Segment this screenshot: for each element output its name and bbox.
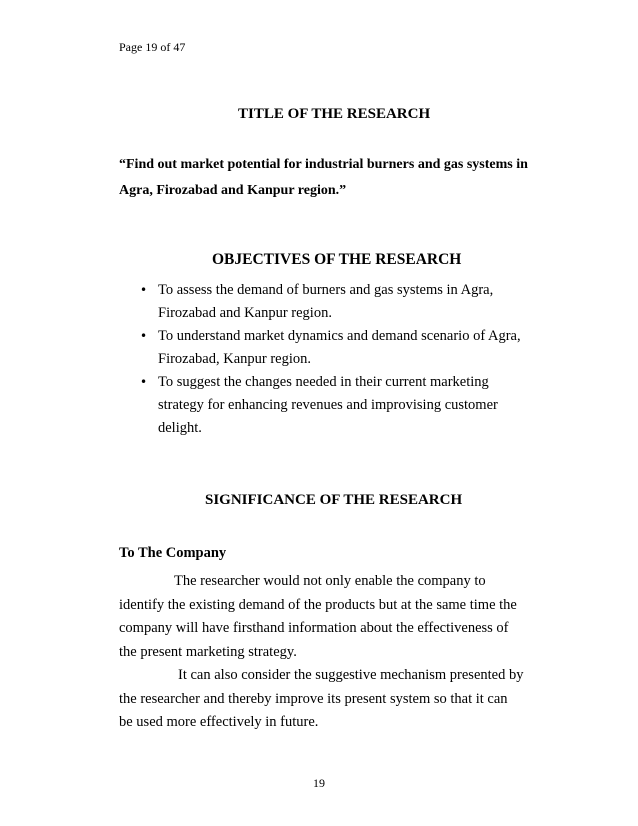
significance-heading: SIGNIFICANCE OF THE RESEARCH bbox=[205, 492, 463, 508]
objective-line: Firozabad, Kanpur region. bbox=[158, 351, 312, 367]
objective-line: Firozabad and Kanpur region. bbox=[158, 305, 332, 321]
objective-line: strategy for enhancing revenues and improvising customer bbox=[158, 397, 498, 413]
company-subheading: To The Company bbox=[119, 545, 227, 561]
paragraph-line: identify the existing demand of the products but at the same time the bbox=[119, 596, 517, 613]
paragraph-line: The researcher would not only enable the company to bbox=[174, 573, 486, 589]
title-heading: TITLE OF THE RESEARCH bbox=[238, 106, 431, 122]
page-number-footer: 19 bbox=[313, 776, 325, 790]
paragraph-company-1 bbox=[119, 570, 564, 664]
objective-line: delight. bbox=[158, 420, 202, 436]
objective-line: • To assess the demand of burners and gas systems in Agra, bbox=[158, 282, 494, 298]
paragraph-line: be used more effectively in future. bbox=[119, 714, 319, 730]
objective-line: • To understand market dynamics and demand scenario of Agra, bbox=[158, 328, 521, 344]
paragraph-company-2 bbox=[119, 664, 564, 735]
objective-item bbox=[140, 325, 560, 371]
paragraph-line: company will have firsthand information about the effectiveness of bbox=[119, 620, 509, 636]
objective-line: • To suggest the changes needed in their current marketing bbox=[158, 374, 489, 390]
objectives-heading: OBJECTIVES OF THE RESEARCH bbox=[212, 251, 462, 268]
objective-item bbox=[140, 279, 560, 325]
paragraph-line: It can also consider the suggestive mechanism presented by bbox=[178, 667, 524, 683]
objective-item bbox=[140, 371, 560, 440]
paragraph-line: the researcher and thereby improve its present system so that it can bbox=[119, 690, 508, 707]
research-title bbox=[119, 152, 569, 204]
objectives-list bbox=[140, 279, 560, 440]
research-title-line: Agra, Firozabad and Kanpur region.” bbox=[119, 183, 347, 198]
research-title-line: “Find out market potential for industrial burners and gas systems in bbox=[119, 157, 528, 172]
paragraph-line: the present marketing strategy. bbox=[119, 643, 297, 660]
page-header: Page 19 of 47 bbox=[119, 40, 186, 54]
